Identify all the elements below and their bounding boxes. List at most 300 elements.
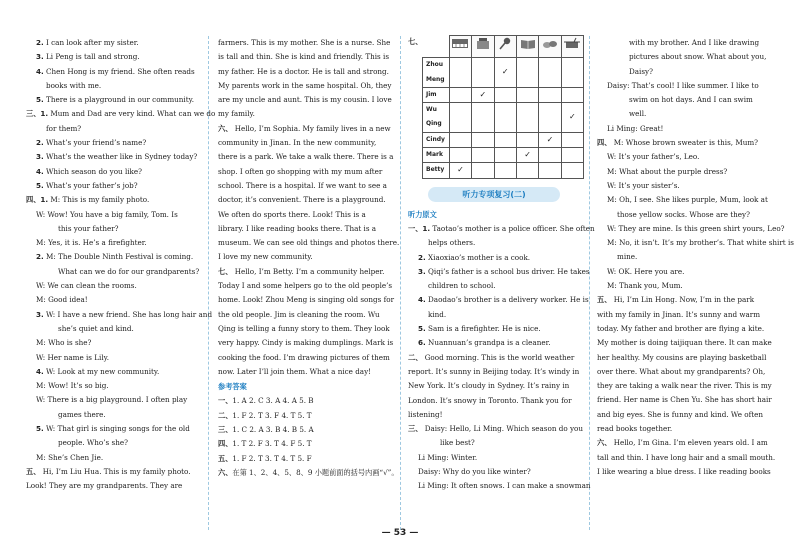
text-line: [218, 308, 396, 322]
text-line: [408, 479, 591, 493]
item-number: 4.: [418, 295, 426, 305]
line-text: Daodao’s brother is a delivery worker. He is: [428, 295, 589, 305]
line-text: listening!: [408, 409, 443, 419]
text-line: [597, 322, 777, 336]
check-mark: ✓: [561, 103, 583, 133]
grid-cell: [472, 132, 494, 147]
text-line: [597, 122, 777, 136]
text-line: [597, 279, 777, 293]
grid-cell: [449, 132, 471, 147]
line-text: doctor, it’s convenient. There is a playground.: [218, 195, 386, 205]
text-line: [597, 308, 777, 322]
text-line: [597, 236, 794, 250]
line-text: Hi, I’m Lin Hong. Now, I’m in the park: [613, 295, 755, 305]
text-line: [218, 351, 396, 365]
line-text: her healthy. My cousins are playing basketball: [597, 352, 767, 362]
text-line: [218, 336, 396, 350]
text-line: [26, 451, 206, 465]
answer-line: [218, 423, 396, 437]
grid-cell: [494, 148, 516, 163]
line-text: Hello, I’m Sophia. My family lives in a new: [234, 123, 391, 133]
line-text: they are taking a walk near the river. This is my: [597, 381, 772, 391]
text-line: [408, 265, 590, 279]
line-text: is tall and thin. She is kind and friendly. This is: [218, 52, 390, 62]
line-text: report. It’s sunny in Beijing today. It’s windy in: [408, 366, 580, 376]
grid-cell: [516, 58, 538, 88]
text-line: [26, 393, 206, 407]
line-text: books with me.: [46, 80, 102, 90]
text-line: [597, 36, 777, 50]
answer-section: 五、: [218, 453, 233, 463]
text-line: [597, 351, 777, 365]
text-line: [597, 179, 777, 193]
section-banner: 听力专项复习(二): [428, 187, 560, 202]
text-line: [218, 250, 396, 264]
line-text: Today I and some helpers go to the old people’s: [218, 281, 393, 291]
line-text: M: Wow! It’s so big.: [36, 381, 109, 391]
answer-line: [218, 394, 396, 408]
text-line: [26, 179, 206, 193]
text-line: [218, 179, 396, 193]
text-line: [408, 422, 584, 436]
line-text: M: Good idea!: [36, 295, 88, 305]
grid-header-row: [423, 36, 584, 58]
line-text: W: OK. Here you are.: [607, 266, 685, 276]
line-text: well.: [629, 109, 647, 119]
text-line: [26, 265, 206, 279]
line-text: for them?: [46, 123, 82, 133]
text-line: [26, 150, 206, 164]
line-text: Qing is telling a funny story to them. They look: [218, 323, 390, 333]
line-text: Sam is a firefighter. He is nice.: [428, 324, 541, 334]
answer-line: [218, 452, 396, 466]
text-line: [26, 79, 206, 93]
grid-row: [423, 87, 584, 102]
text-line: [408, 222, 595, 236]
item-number: 3.: [36, 152, 44, 162]
text-line: [218, 165, 396, 179]
piano-icon: [449, 36, 471, 58]
text-line: [26, 50, 206, 64]
line-text: W: That girl is singing songs for the old: [46, 424, 190, 434]
grid-cell: [472, 163, 494, 178]
item-number: 2.: [418, 252, 426, 262]
line-text: M: This is my family photo.: [50, 195, 150, 205]
item-number: 4.: [36, 166, 44, 176]
line-text: she’s quiet and kind.: [58, 323, 134, 333]
grid-row-name: Betty: [423, 163, 450, 178]
text-line: [597, 193, 777, 207]
item-number: 二、: [408, 352, 423, 362]
text-line: [597, 465, 777, 479]
text-line: [597, 50, 777, 64]
line-text: Hello, I’m Gina. I’m eleven years old. I am: [613, 438, 768, 448]
line-text: helps others.: [428, 238, 476, 248]
column-1: [26, 36, 216, 494]
check-mark: ✓: [449, 163, 471, 178]
line-text: the old people. Jim is cleaning the room. Wu: [218, 309, 380, 319]
text-line: [597, 408, 777, 422]
answer-section: 二、: [218, 410, 233, 420]
line-text: Li Ming: Winter.: [418, 452, 478, 462]
item-number: 三、1.: [26, 109, 49, 119]
item-number: 七、: [218, 266, 233, 276]
text-line: [26, 308, 213, 322]
grid-cell: [539, 103, 561, 133]
line-text: Li Peng is tall and strong.: [46, 52, 140, 62]
microphone-icon: [494, 36, 516, 58]
line-text: library. I like reading books there. That is a: [218, 223, 377, 233]
grid-row: [423, 148, 584, 163]
text-line: [597, 436, 777, 450]
text-line: [26, 165, 206, 179]
line-text: my family.: [218, 109, 255, 119]
answer-line: [218, 466, 399, 480]
grid-cell: [494, 132, 516, 147]
text-line: [26, 122, 206, 136]
line-text: Nuannuan’s grandpa is a cleaner.: [428, 338, 551, 348]
grid-cell: [449, 148, 471, 163]
item-number: 五、: [597, 295, 612, 305]
answer-text: 1. F 2. T 3. F 4. T 5. T: [232, 410, 312, 420]
text-line: [218, 193, 396, 207]
grid-row-name: Zhou Meng: [423, 58, 450, 88]
answer-section: 一、: [218, 396, 233, 406]
text-line: [597, 265, 777, 279]
answer-line: [218, 409, 396, 423]
line-text: Daisy?: [629, 66, 653, 76]
text-line: [597, 422, 777, 436]
check-mark: ✓: [472, 87, 494, 102]
grid-cell: [539, 148, 561, 163]
item-number: 三、: [408, 424, 423, 434]
line-text: M: The Double Ninth Festival is coming.: [46, 252, 194, 262]
text-line: [218, 36, 396, 50]
text-line: [218, 279, 396, 293]
line-text: Xiaoxiao’s mother is a cook.: [428, 252, 531, 262]
line-text: W: They are mine. Is this green shirt yours, Leo?: [607, 223, 785, 233]
line-text: W: Look at my new community.: [46, 366, 160, 376]
line-text: museum. We can see old things and photos there.: [218, 238, 400, 248]
text-line: [597, 451, 777, 465]
text-line: [26, 107, 216, 121]
grid-row-name: Wu Qing: [423, 103, 450, 133]
text-line: [408, 451, 584, 465]
text-line: [597, 393, 777, 407]
line-text: cooking the food. I’m drawing pictures of them: [218, 352, 390, 362]
line-text: Good morning. This is the world weather: [424, 352, 575, 362]
item-number: 3.: [418, 266, 426, 276]
line-text: Daisy: Hello, Li Ming. Which season do you: [424, 424, 583, 434]
text-line: [218, 93, 396, 107]
grid-cell: [516, 103, 538, 133]
text-line: [408, 465, 584, 479]
text-line: [26, 250, 206, 264]
line-text: over there. What about my grandparents? Oh,: [597, 366, 766, 376]
text-line: [218, 222, 396, 236]
text-line: [408, 379, 584, 393]
grid-cell: [516, 87, 538, 102]
text-line: [408, 394, 584, 408]
line-text: W: Wow! You have a big family, Tom. Is: [36, 209, 178, 219]
line-text: W: We can clean the rooms.: [36, 281, 137, 291]
script-title: 听力原文: [408, 209, 437, 219]
item-number: 四、: [597, 138, 612, 148]
grid-row: [423, 103, 584, 133]
line-text: What can we do for our grandparents?: [58, 266, 200, 276]
text-line: [597, 208, 777, 222]
answer-text: 1. T 2. F 3. T 4. F 5. T: [232, 439, 312, 449]
text-line: [218, 236, 400, 250]
text-line: [26, 479, 206, 493]
text-line: [26, 351, 206, 365]
text-line: [26, 379, 206, 393]
line-text: What’s your friend’s name?: [46, 138, 147, 148]
text-line: [218, 136, 396, 150]
item-number: 2.: [36, 252, 44, 262]
line-text: Taotao’s mother is a police officer. She often: [432, 223, 595, 233]
line-text: are my uncle and aunt. This is my cousin. I love: [218, 95, 392, 105]
line-text: swim on hot days. And I can swim: [629, 95, 753, 105]
text-line: [597, 136, 777, 150]
line-text: games there.: [58, 409, 106, 419]
line-text: M: No, it isn’t. It’s my brother’s. That white shirt is: [607, 238, 794, 248]
grid-cell: [472, 148, 494, 163]
text-line: [26, 465, 206, 479]
line-text: now. Later I’ll join them. What a nice day!: [218, 366, 372, 376]
activity-grid: [422, 35, 584, 179]
text-line: [26, 279, 206, 293]
text-line: [218, 65, 396, 79]
grid-cell: [561, 58, 583, 88]
answer-text: 1. F 2. T 3. T 4. T 5. F: [232, 453, 312, 463]
line-text: M: She’s Chen Jie.: [36, 452, 104, 462]
line-text: with my brother. And I like drawing: [629, 38, 760, 47]
line-text: this your father?: [58, 223, 119, 233]
line-text: I like wearing a blue dress. I like reading books: [597, 466, 771, 476]
item-number: 六、: [597, 438, 612, 448]
grid-cell: [561, 132, 583, 147]
grid-cell: [494, 87, 516, 102]
item-number: 5.: [36, 95, 44, 105]
line-text: W: There is a big playground. I often play: [36, 395, 188, 405]
line-text: W: Her name is Lily.: [36, 352, 110, 362]
line-text: Chen Hong is my friend. She often reads: [46, 66, 195, 76]
answer-text: 在第 1、2、4、5、8、9 小题前面的括号内画“√”。: [232, 467, 399, 477]
column-2: [218, 36, 400, 480]
item-number: 一、1.: [408, 223, 431, 233]
grid-cell: [516, 132, 538, 147]
text-line: [408, 408, 584, 422]
text-line: [597, 336, 777, 350]
grid-row-name: Jim: [423, 87, 450, 102]
line-text: Daisy: Why do you like winter?: [418, 467, 531, 477]
check-mark: ✓: [494, 58, 516, 88]
grid-cell: [561, 87, 583, 102]
text-line: [408, 336, 584, 350]
item-number: 六、: [218, 123, 233, 133]
item-number: 五、: [26, 466, 41, 476]
grid-cell: [494, 163, 516, 178]
line-text: Hello, I’m Betty. I’m a community helper.: [234, 266, 385, 276]
item-number: 5.: [36, 180, 44, 190]
text-line: [597, 93, 777, 107]
answer-section: 六、: [218, 467, 233, 477]
line-text: W: It’s your sister’s.: [607, 180, 680, 190]
text-line: [597, 293, 777, 307]
line-text: children to school.: [428, 281, 496, 291]
line-text: M: What about the purple dress?: [607, 166, 728, 176]
grid-cell: [472, 58, 494, 88]
line-text: New York. It’s cloudy in Sydney. It’s rainy in: [408, 381, 570, 391]
text-line: [26, 136, 206, 150]
answer-text: 1. C 2. A 3. B 4. B 5. A: [232, 425, 314, 435]
grid-cell: [449, 103, 471, 133]
grid-cell: [539, 58, 561, 88]
cleaning-icon: [472, 36, 494, 58]
text-line: [218, 150, 396, 164]
text-line: [26, 408, 206, 422]
line-text: What’s your father’s job?: [46, 180, 138, 190]
grid-row: [423, 132, 584, 147]
grid-cell: [561, 148, 583, 163]
grid-cell: [494, 103, 516, 133]
line-text: My mother is doing taijiquan there. It can make: [597, 338, 772, 348]
text-line: [597, 222, 785, 236]
line-text: M: Whose brown sweater is this, Mum?: [613, 138, 758, 148]
grid-cell: [449, 87, 471, 102]
grid-cell: [449, 58, 471, 88]
line-text: tall and thin. I have long hair and a small mouth.: [597, 452, 776, 462]
line-text: Look! They are my grandparents. They are: [26, 481, 183, 491]
text-line: [218, 79, 396, 93]
grid-cell: [516, 163, 538, 178]
line-text: people. Who’s she?: [58, 438, 128, 448]
section-label-7: 七、: [408, 37, 423, 46]
line-text: with my family in Jinan. It’s sunny and warm: [597, 309, 761, 319]
text-line: [597, 165, 777, 179]
text-line: [218, 365, 396, 379]
text-line: [218, 122, 396, 136]
text-line: [26, 436, 206, 450]
line-text: Mum and Dad are very kind. What can we do: [50, 109, 216, 119]
grid-row-name: Cindy: [423, 132, 450, 147]
answer-section: 三、: [218, 425, 233, 435]
line-text: Daisy: That’s cool! I like summer. I like to: [607, 80, 759, 90]
line-text: We often do sports there. Look! This is a: [218, 209, 366, 219]
text-line: [26, 93, 206, 107]
line-text: Hi, I’m Liu Hua. This is my family photo.: [42, 466, 191, 476]
line-text: M: Oh, I see. She likes purple, Mum, look at: [607, 195, 768, 205]
text-line: [26, 65, 206, 79]
line-text: there is a park. We take a walk there. There is a: [218, 152, 394, 162]
line-text: There is a playground in our community.: [46, 95, 194, 105]
line-text: home. Look! Zhou Meng is singing old songs for: [218, 295, 394, 305]
answer-text: 1. A 2. C 3. A 4. A 5. B: [232, 396, 314, 406]
line-text: those yellow socks. Whose are they?: [617, 209, 750, 219]
line-text: Qiqi’s father is a school bus driver. He takes: [428, 266, 590, 276]
line-text: kind.: [428, 309, 447, 319]
text-line: [26, 222, 206, 236]
grid-corner: [423, 36, 450, 58]
line-text: M: Yes, it is. He’s a firefighter.: [36, 238, 147, 248]
grid-row-name: Mark: [423, 148, 450, 163]
line-text: farmers. This is my mother. She is a nurse. She: [218, 38, 391, 47]
check-mark: ✓: [539, 132, 561, 147]
line-text: M: Who is she?: [36, 338, 92, 348]
text-line: [408, 436, 584, 450]
text-line: [218, 265, 396, 279]
text-line: [408, 251, 584, 265]
line-text: shop. I often go shopping with my mum after: [218, 166, 383, 176]
text-line: [408, 351, 584, 365]
line-text: mine.: [617, 252, 638, 262]
line-text: W: I have a new friend. She has long hair and: [46, 309, 213, 319]
text-line: [26, 365, 206, 379]
text-line: [218, 107, 396, 121]
text-line: [597, 150, 777, 164]
line-text: Li Ming: Great!: [607, 123, 664, 133]
text-line: [597, 365, 777, 379]
line-text: read books together.: [597, 424, 673, 434]
grid-cell: [561, 163, 583, 178]
text-line: [26, 208, 206, 222]
item-number: 3.: [36, 52, 44, 62]
item-number: 2.: [36, 138, 44, 148]
item-number: 4.: [36, 366, 44, 376]
line-text: community in Jinan. In the new community,: [218, 138, 377, 148]
answers-title: 参考答案: [218, 382, 247, 392]
text-line: [597, 79, 777, 93]
line-text: M: Thank you, Mum.: [607, 281, 683, 291]
item-number: 3.: [36, 309, 44, 319]
text-line: [597, 65, 777, 79]
text-line: [408, 365, 584, 379]
text-line: [26, 236, 206, 250]
answer-line: [218, 437, 396, 451]
grid-cell: [539, 87, 561, 102]
item-number: 四、1.: [26, 195, 49, 205]
check-mark: ✓: [516, 148, 538, 163]
grid-row: [423, 58, 584, 88]
line-text: like best?: [440, 438, 475, 448]
grid-cell: [539, 163, 561, 178]
line-text: Which season do you like?: [46, 166, 143, 176]
line-text: I can look after my sister.: [46, 38, 139, 47]
text-line: [26, 336, 206, 350]
line-text: W: It’s your father’s, Leo.: [607, 152, 700, 162]
grid-cell: [472, 103, 494, 133]
text-line: [408, 236, 584, 250]
book-icon: [516, 36, 538, 58]
line-text: My parents work in the same hospital. Oh, they: [218, 80, 392, 90]
text-line: [26, 36, 206, 50]
text-line: [597, 107, 777, 121]
line-text: today. My father and brother are flying a kite.: [597, 323, 765, 333]
line-text: very happy. Cindy is making dumplings. Mark is: [218, 338, 394, 348]
item-number: 2.: [36, 38, 44, 47]
line-text: school. There is a hospital. If we want to see a: [218, 180, 387, 190]
text-line: [26, 293, 206, 307]
text-line: [597, 250, 777, 264]
cooking-pot-icon: [561, 36, 583, 58]
line-text: my father. He is a doctor. He is tall and strong.: [218, 66, 389, 76]
text-line: [218, 208, 396, 222]
text-line: [218, 293, 396, 307]
dumplings-icon: [539, 36, 561, 58]
answer-section: 四、: [218, 439, 233, 449]
grid-row: [423, 163, 584, 178]
